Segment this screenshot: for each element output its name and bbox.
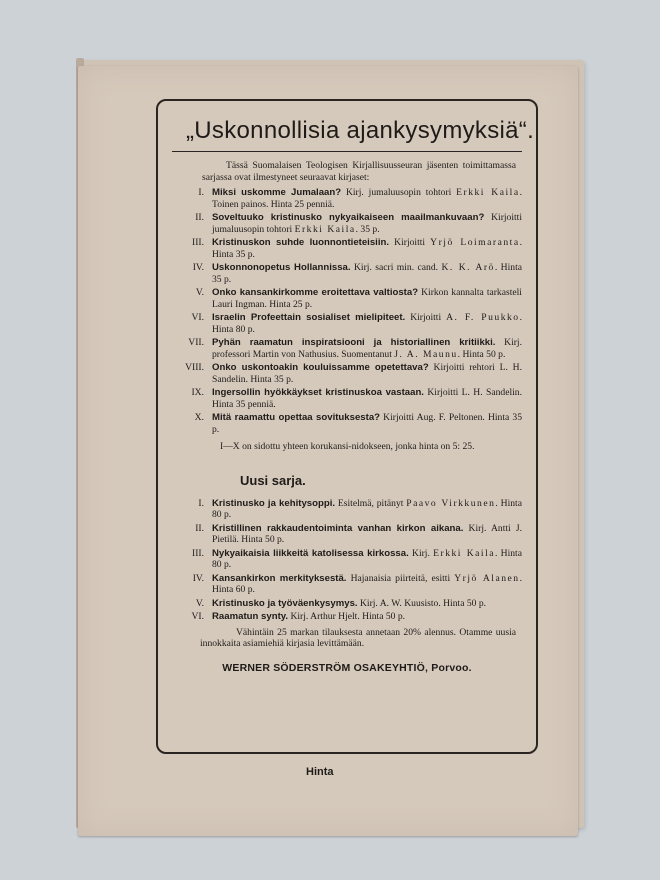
new-series-number: V. xyxy=(195,597,204,609)
series-details: Kirj. sacri min. cand. xyxy=(350,262,442,273)
series-author: Erkki Kaila xyxy=(456,187,520,198)
series-price: . Hinta 35 p. xyxy=(212,237,522,260)
series-text xyxy=(212,312,522,335)
series-text xyxy=(212,187,522,210)
new-series-heading: Uusi sarja. xyxy=(240,472,306,488)
series-entry xyxy=(172,362,522,385)
series-details: Kirjoitti jumaluusopin tohtori xyxy=(212,212,523,235)
intro-text: Tässä Suomalaisen Teologisen Kirjallisuusseuran jäsenten toimittamassa sarjassa ovat ilmestyneet seuraavat kirjaset: xyxy=(202,160,516,183)
series-text xyxy=(212,387,522,410)
series-author: A. F. Puukko xyxy=(446,312,520,323)
new-series-price: . Hinta 60 p. xyxy=(212,572,522,595)
new-series-details: Kirj. Antti J. Pietilä. Hinta 50 p. xyxy=(212,522,522,545)
new-series-title: Kristinusko ja kehitysoppi. xyxy=(212,497,336,509)
binding-note: I—X on sidottu yhteen korukansi-nidokseen, jonka hinta on 5: 25. xyxy=(220,441,475,452)
series-number: VI. xyxy=(191,312,204,323)
new-series-entry xyxy=(172,548,522,571)
series-details: Kirj. jumaluusopin tohtori xyxy=(341,187,457,198)
series-details: Kirjoitti xyxy=(405,312,447,323)
series-number: II. xyxy=(195,212,204,223)
series-number: IV. xyxy=(192,262,204,273)
series-details: Kirjoitti rehtori L. H. Sandelin. Hinta 35 p. xyxy=(212,362,522,385)
series-author: Erkki Kaila xyxy=(294,223,356,235)
new-series-author: Paavo Virkkunen xyxy=(406,497,496,509)
new-series-list xyxy=(172,498,522,623)
series-text xyxy=(212,412,522,435)
series-entry xyxy=(172,387,522,410)
series-title: Onko uskontoakin kouluissamme opetettava? xyxy=(212,362,429,373)
new-series-number: IV. xyxy=(192,572,204,584)
series-number: IX. xyxy=(191,387,204,398)
series-text xyxy=(212,287,522,310)
series-entry xyxy=(172,337,522,360)
new-series-entry xyxy=(172,611,522,623)
series-price: . 35 p. xyxy=(355,223,380,235)
series-entry xyxy=(172,412,522,435)
series-price: . Hinta 80 p. xyxy=(212,312,522,335)
advert-frame xyxy=(156,99,538,754)
new-series-author: Yrjö Alanen xyxy=(454,572,520,584)
series-text xyxy=(212,237,522,260)
new-series-title: Kansankirkon merkityksestä. xyxy=(212,572,347,584)
new-series-entry xyxy=(172,598,522,610)
series-details: Kirj. professori Martin von Nathusius. Suomentanut xyxy=(212,337,522,360)
series-title: Onko kansankirkomme eroitettava valtiosta? xyxy=(212,287,419,298)
new-series-title: Kristillinen rakkaudentoiminta vanhan kirkon aikana. xyxy=(212,522,464,534)
new-series-details: Esitelmä, pitänyt xyxy=(335,497,407,509)
new-series-author: Erkki Kaila xyxy=(433,547,495,559)
new-series-title: Raamatun synty. xyxy=(212,611,289,622)
series-text xyxy=(212,212,522,235)
series-text xyxy=(212,362,522,385)
publisher-line: WERNER SÖDERSTRÖM OSAKEYHTIÖ, Porvoo. xyxy=(222,661,472,674)
page-title: „Uskonnollisia ajankysymyksiä“. xyxy=(186,117,535,144)
series-title: Israelin Profeettain sosialiset mielipiteet. xyxy=(212,312,406,323)
series-details: Kirjoitti Aug. F. Peltonen. Hinta 35 p. xyxy=(212,412,522,435)
new-series-price: . Hinta 80 p. xyxy=(212,497,522,520)
series-author: K. K. Arö xyxy=(441,262,495,273)
new-series-text xyxy=(212,598,522,610)
series-price: . Hinta 50 p. xyxy=(457,348,506,360)
series-number: VII. xyxy=(188,337,204,348)
series-number: VIII. xyxy=(185,362,204,373)
series-number: III. xyxy=(192,237,204,248)
new-series-details: Kirj. A. W. Kuusisto. Hinta 50 p. xyxy=(357,597,487,609)
new-series-text xyxy=(212,573,522,596)
series-title: Mitä raamattu opettaa sovituksesta? xyxy=(212,412,381,423)
new-series-title: Nykyaikaisia liikkeitä katolisessa kirkossa. xyxy=(212,547,409,559)
series-title: Pyhän raamatun inspiratsiooni ja historiallinen kritiikki. xyxy=(212,337,496,348)
new-series-details: Hajanaisia piirteitä, esitti xyxy=(346,572,455,584)
series-entry xyxy=(172,287,522,310)
title-rule xyxy=(172,151,522,152)
series-number: V. xyxy=(195,287,204,298)
new-series-price: . Hinta 80 p. xyxy=(212,547,522,570)
series-details: Kirjoitti L. H. Sandelin. Hinta 35 penniä. xyxy=(212,387,522,410)
series-text xyxy=(212,337,522,360)
new-series-entry xyxy=(172,573,522,596)
new-series-number: III. xyxy=(192,547,204,559)
series-entry xyxy=(172,262,522,285)
series-entry xyxy=(172,187,522,210)
new-series-entry xyxy=(172,523,522,546)
new-series-details: Kirj. Arthur Hjelt. Hinta 50 p. xyxy=(288,611,406,622)
series-author: J. A. Maunu xyxy=(394,348,458,360)
series-title: Miksi uskomme Jumalaan? xyxy=(212,187,342,198)
new-series-text xyxy=(212,611,522,623)
price-label: Hinta xyxy=(306,766,334,778)
new-series-number: VI. xyxy=(191,611,204,622)
series-text xyxy=(212,262,522,285)
series-title: Uskonnonopetus Hollannissa. xyxy=(212,262,351,273)
series-title: Soveltuuko kristinusko nykyaikaiseen maailmankuvaan? xyxy=(212,212,485,223)
new-series-text xyxy=(212,548,522,571)
new-series-number: I. xyxy=(198,497,204,509)
series-price: . Hinta 35 p. xyxy=(212,262,522,285)
series-details: Kirkon kannalta tarkasteli Lauri Ingman. Hinta 25 p. xyxy=(212,287,522,310)
new-series-text xyxy=(212,523,522,546)
series-title: Kristinuskon suhde luonnontieteisiin. xyxy=(212,237,390,248)
series-number: I. xyxy=(198,187,204,198)
series-number: X. xyxy=(194,412,204,423)
new-series-number: II. xyxy=(195,522,204,534)
series-price: . Toinen painos. Hinta 25 penniä. xyxy=(212,187,522,210)
new-series-text xyxy=(212,498,522,521)
new-series-details: Kirj. xyxy=(408,547,434,559)
series-title: Ingersollin hyökkäykset kristinuskoa vastaan. xyxy=(212,387,424,398)
series-list xyxy=(172,187,522,435)
discount-note: Vähintäin 25 markan tilauksesta annetaan 20% alennus. Otamme uusia innokkaita asiamiehiä kirjasia levittämään. xyxy=(200,626,516,649)
series-entry xyxy=(172,312,522,335)
series-details: Kirjoitti xyxy=(389,237,431,248)
series-entry xyxy=(172,212,522,235)
new-series-entry xyxy=(172,498,522,521)
series-author: Yrjö Loimaranta xyxy=(430,237,520,248)
new-series-title: Kristinusko ja työväenkysymys. xyxy=(212,597,358,609)
series-entry xyxy=(172,237,522,260)
